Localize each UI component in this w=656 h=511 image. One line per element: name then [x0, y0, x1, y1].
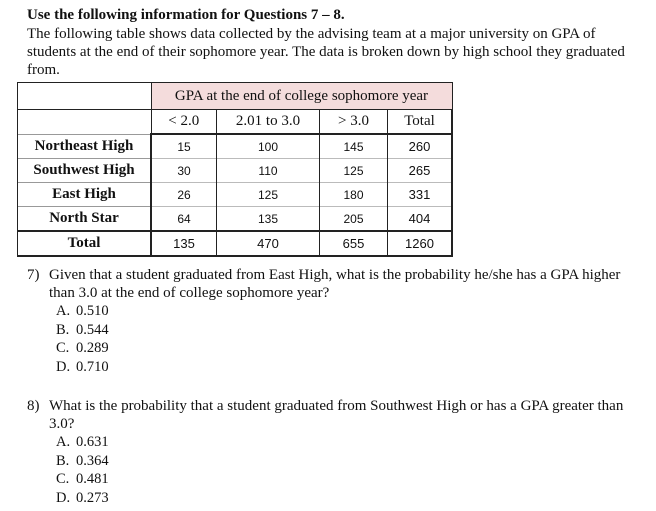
table-cell-grand-total: 1260	[388, 231, 453, 256]
table-row	[18, 159, 453, 183]
choice-letter: B.	[56, 452, 70, 469]
row-header: Northeast High	[18, 134, 152, 159]
choice-value: 0.710	[76, 358, 109, 375]
answer-choice[interactable]	[56, 321, 637, 340]
instructions-heading: Use the following information for Questions 7 – 8.	[27, 7, 345, 23]
table-cell: 145	[320, 134, 388, 159]
table-row	[18, 134, 453, 159]
table-cell: 15	[151, 134, 217, 159]
answer-choices	[27, 302, 637, 376]
choice-value: 0.289	[76, 340, 109, 356]
table-cell-total: 135	[151, 231, 217, 256]
question-text: Given that a student graduated from East High, what is the probability he/she has a GPA higher than 3.0 at the end of college sophomore year?	[49, 267, 621, 301]
answer-choice[interactable]	[56, 433, 637, 452]
row-header: North Star	[18, 207, 152, 232]
table-row	[18, 183, 453, 207]
table-corner-lower	[18, 110, 152, 135]
table-cell: 125	[217, 183, 320, 207]
choice-letter: C.	[56, 340, 70, 356]
table-cell: 26	[151, 183, 217, 207]
choice-letter: A.	[56, 303, 71, 319]
column-header: Total	[388, 110, 453, 135]
column-header: > 3.0	[320, 110, 388, 135]
answer-choice[interactable]	[56, 470, 637, 489]
table-corner	[18, 83, 152, 110]
question-number: 7)	[27, 267, 40, 283]
intro-paragraph: The following table shows data collected by the advising team at a major university on GPA of students at the end of their sophomore year. The data is broken down by high school they graduated from.	[27, 26, 625, 78]
choice-value: 0.544	[76, 321, 109, 338]
answer-choice[interactable]	[56, 302, 637, 321]
table-cell-total: 260	[388, 134, 453, 159]
row-header: Total	[18, 231, 152, 256]
choice-letter: B.	[56, 321, 70, 338]
table-cell: 100	[217, 134, 320, 159]
table-cell: 135	[217, 207, 320, 232]
choice-value: 0.631	[76, 434, 109, 450]
choice-value: 0.273	[76, 489, 109, 506]
question-number: 8)	[27, 398, 40, 414]
row-header: Southwest High	[18, 159, 152, 183]
column-header: < 2.0	[151, 110, 217, 135]
gpa-group-header: GPA at the end of college sophomore year	[151, 83, 452, 110]
row-header: East High	[18, 183, 152, 207]
question-text: What is the probability that a student graduated from Southwest High or has a GPA greater than 3.0?	[49, 398, 624, 432]
table-cell-total: 470	[217, 231, 320, 256]
table-total-row	[18, 231, 453, 256]
gpa-table	[17, 82, 453, 257]
answer-choice[interactable]	[56, 489, 637, 508]
table-cell: 30	[151, 159, 217, 183]
answer-choice[interactable]	[56, 339, 637, 358]
choice-value: 0.481	[76, 471, 109, 487]
table-row	[18, 207, 453, 232]
answer-choice[interactable]	[56, 358, 637, 377]
choice-letter: D.	[56, 358, 71, 375]
question-7	[27, 266, 637, 376]
choice-value: 0.510	[76, 303, 109, 319]
table-cell: 64	[151, 207, 217, 232]
question-8	[27, 397, 637, 507]
choice-letter: C.	[56, 471, 70, 487]
answer-choice[interactable]	[56, 452, 637, 471]
choice-letter: A.	[56, 434, 71, 450]
answer-choices	[27, 433, 637, 507]
table-cell: 180	[320, 183, 388, 207]
table-cell-total: 404	[388, 207, 453, 232]
table-cell-total: 655	[320, 231, 388, 256]
choice-value: 0.364	[76, 452, 109, 469]
table-cell: 110	[217, 159, 320, 183]
table-cell-total: 265	[388, 159, 453, 183]
table-cell: 205	[320, 207, 388, 232]
choice-letter: D.	[56, 489, 71, 506]
column-header: 2.01 to 3.0	[217, 110, 320, 135]
table-cell-total: 331	[388, 183, 453, 207]
table-cell: 125	[320, 159, 388, 183]
